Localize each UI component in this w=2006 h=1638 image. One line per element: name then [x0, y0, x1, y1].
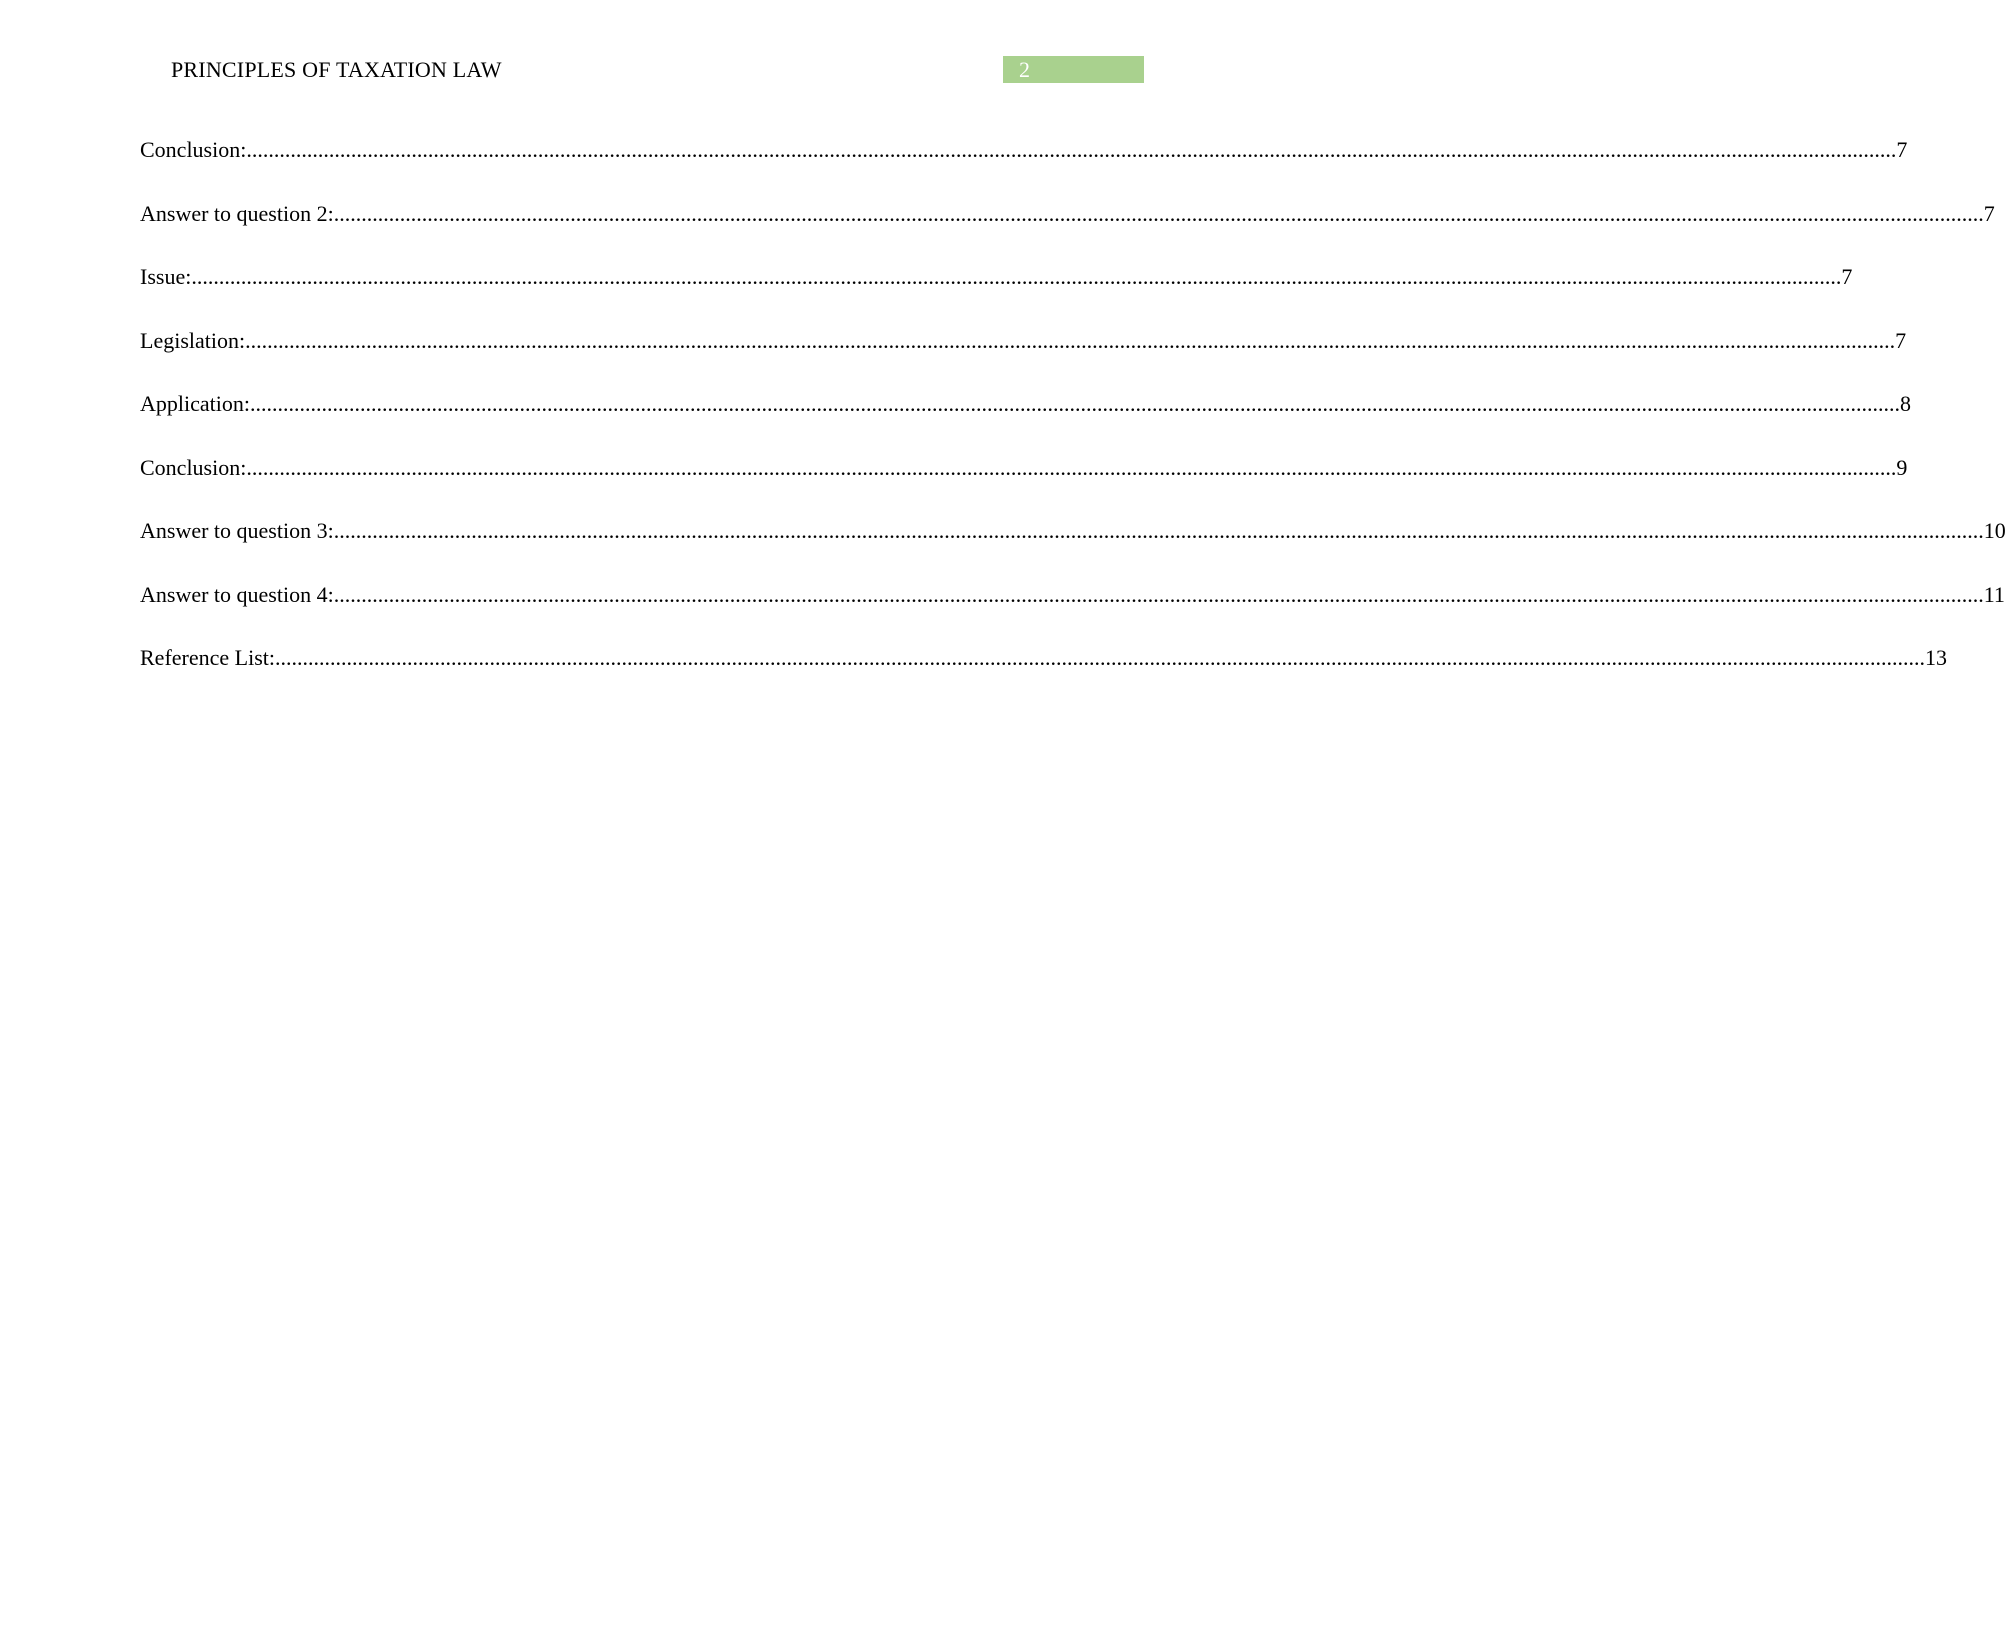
toc-entry-label: Reference List: [140, 645, 275, 670]
toc-entry-page: 9 [1896, 454, 1908, 480]
toc-entry-label: Answer to question 2: [140, 200, 334, 226]
toc-dot-leader: ............................................................................................................................................................................................................................................................................................................ [245, 327, 1896, 353]
toc-entry[interactable] [140, 200, 1995, 264]
toc-entry-page: 8 [1899, 391, 1911, 416]
toc-entry-page: 11 [1983, 581, 2005, 607]
toc-entry[interactable] [140, 644, 1947, 708]
toc-entry-page: 7 [1895, 327, 1907, 353]
toc-dot-leader: ............................................................................................................................................................................................................................................................................................................ [333, 581, 1984, 607]
toc-entry-label: Conclusion: [140, 454, 247, 480]
toc-entry-label: Conclusion: [140, 137, 247, 162]
toc-dot-leader: ............................................................................................................................................................................................................................................................................................................ [191, 264, 1842, 289]
toc-dot-leader: ............................................................................................................................................................................................................................................................................................................ [275, 645, 1925, 670]
toc-dot-leader: ............................................................................................................................................................................................................................................................................................................ [333, 200, 1984, 226]
toc-entry-label: Legislation: [140, 327, 246, 353]
toc-entry-label: Application: [140, 391, 250, 416]
toc-entry-page: 13 [1925, 645, 1947, 670]
page-number: 2 [1019, 57, 1030, 82]
table-of-contents [140, 136, 2006, 708]
toc-dot-leader: ............................................................................................................................................................................................................................................................................................................ [246, 137, 1897, 162]
toc-entry[interactable] [140, 517, 2006, 581]
toc-entry[interactable] [140, 390, 1911, 454]
toc-dot-leader: ............................................................................................................................................................................................................................................................................................................ [333, 518, 1984, 543]
page-number-badge [1003, 56, 1144, 83]
toc-entry-label: Answer to question 3: [140, 518, 334, 543]
toc-entry[interactable] [140, 327, 1907, 391]
toc-entry[interactable] [140, 136, 1908, 200]
toc-entry-page: 10 [1983, 518, 2006, 543]
toc-entry[interactable] [140, 263, 1853, 327]
toc-entry-page: 7 [1983, 200, 1995, 226]
toc-entry[interactable] [140, 581, 2005, 645]
toc-entry-label: Answer to question 4: [140, 581, 334, 607]
toc-dot-leader: ............................................................................................................................................................................................................................................................................................................ [246, 454, 1897, 480]
running-head-title: PRINCIPLES OF TAXATION LAW [171, 57, 502, 82]
toc-entry-page: 7 [1841, 264, 1853, 289]
toc-entry-label: Issue: [140, 264, 192, 289]
toc-entry[interactable] [140, 454, 1908, 518]
toc-dot-leader: ............................................................................................................................................................................................................................................................................................................ [249, 391, 1900, 416]
toc-entry-page: 7 [1896, 137, 1908, 162]
